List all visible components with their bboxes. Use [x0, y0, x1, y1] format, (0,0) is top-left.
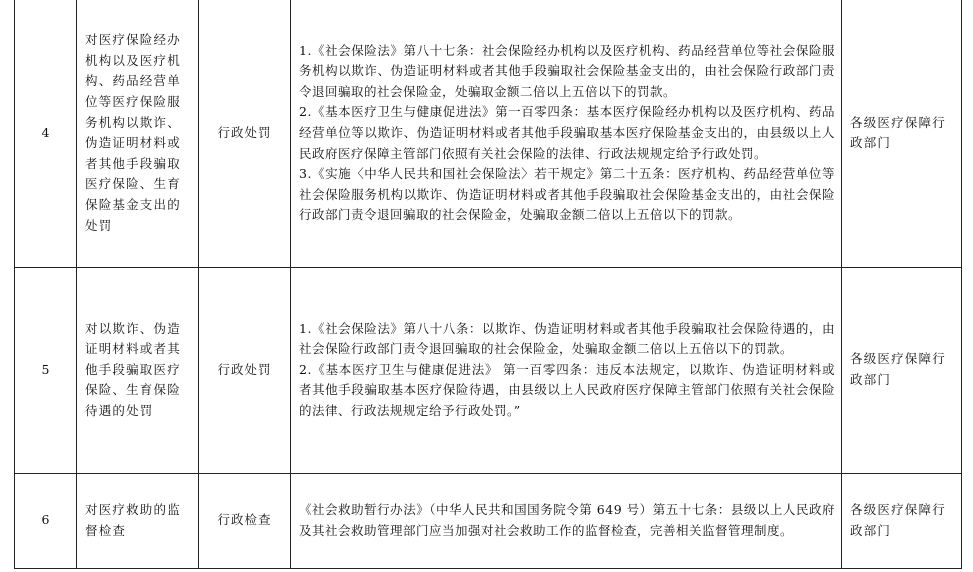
page: [14, 0, 962, 569]
responsible-department: 各级医疗保障行政部门: [842, 0, 962, 267]
authority-table: [14, 0, 962, 569]
basis-clause: 2.《基本医疗卫生与健康促进法》第一百零四条：基本医疗保险经办机构以及医疗机构、药品经营单位等以欺诈、伪造证明材料或者其他手段骗取基本医疗保险基金支出的，由县级以上人民政府医疗保障主管部门依照有关社会保险的法律、行政法规规定给予行政处罚。: [299, 104, 835, 161]
table-row: [15, 0, 962, 267]
row-number: 5: [15, 267, 77, 473]
basis-clause: 1.《社会保险法》第八十七条：社会保险经办机构以及医疗机构、药品经营单位等社会保险服务机构以欺诈、伪造证明材料或者其他手段骗取社会保险基金支出的，由社会保险行政部门责令退回骗取的社会保险金，处骗取金额二倍以上五倍以下的罚款。: [299, 42, 835, 99]
row-number: 4: [15, 0, 77, 267]
responsible-department: 各级医疗保障行政部门: [842, 267, 962, 473]
item-type: 行政处罚: [199, 267, 291, 473]
table-row: [15, 267, 962, 473]
basis-clause: 1.《社会保险法》第八十八条：以欺诈、伪造证明材料或者其他手段骗取社会保险待遇的，由社会保险行政部门责令退回骗取的社会保险金，处骗取金额二倍以上五倍以下的罚款。: [299, 320, 835, 357]
row-number: 6: [15, 473, 77, 568]
legal-basis: [291, 267, 842, 473]
legal-basis: [291, 473, 842, 568]
item-type: 行政检查: [199, 473, 291, 568]
item-name: 对以欺诈、伪造证明材料或者其他手段骗取医疗保险、生育保险待遇的处罚: [77, 267, 199, 473]
legal-basis: [291, 0, 842, 267]
responsible-department: 各级医疗保障行政部门: [842, 473, 962, 568]
basis-clause: 3.《实施〈中华人民共和国社会保险法〉若干规定》第二十五条：医疗机构、药品经营单位等社会保险服务机构以欺诈、伪造证明材料或者其他手段骗取社会保险基金支出的，由社会保险行政部门责令退回骗取的社会保险金，处骗取金额二倍以上五倍以下的罚款。: [299, 166, 835, 223]
item-type: 行政处罚: [199, 0, 291, 267]
item-name: 对医疗救助的监督检查: [77, 473, 199, 568]
table-row: [15, 473, 962, 568]
basis-clause: 《社会救助暂行办法》（中华人民共和国国务院令第 649 号）第五十七条：县级以上人民政府及其社会救助管理部门应当加强对社会救助工作的监督检查，完善相关监督管理制度。: [299, 501, 835, 538]
basis-clause: 2.《基本医疗卫生与健康促进法》 第一百零四条：违反本法规定，以欺诈、伪造证明材料或者其他手段骗取基本医疗保险待遇，由县级以上人民政府医疗保障主管部门依照有关社会保险的法律、行政法规规定给予行政处罚。”: [299, 361, 835, 418]
item-name: 对医疗保险经办机构以及医疗机构、药品经营单位等医疗保险服务机构以欺诈、伪造证明材料或者其他手段骗取医疗保险、生育保险基金支出的处罚: [77, 0, 199, 267]
